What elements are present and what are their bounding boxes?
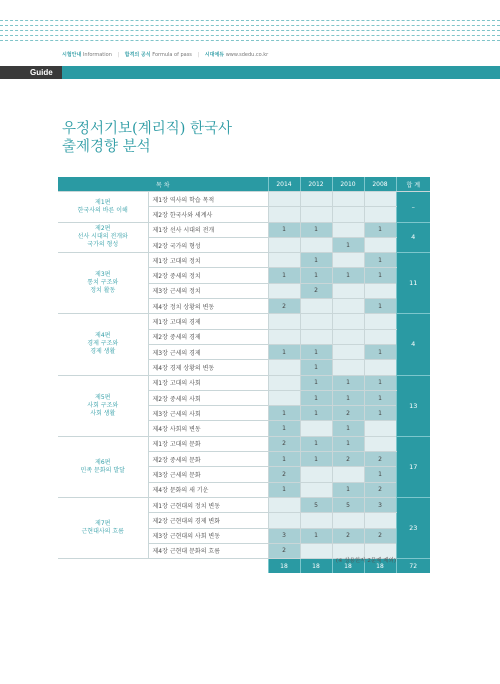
count-cell <box>268 360 300 375</box>
dotted-rule-2 <box>0 25 500 26</box>
chapter-title: 제4장 문화의 새 기운 <box>148 482 268 497</box>
part-label <box>58 192 148 223</box>
count-cell <box>332 283 364 298</box>
part-label <box>58 375 148 436</box>
part-description: 사회 구조와 <box>87 401 119 409</box>
count-cell <box>268 283 300 298</box>
part-total-cell: – <box>396 192 430 223</box>
sum-row-spacer <box>58 559 148 574</box>
chapter-title: 제2장 근현대의 경제 변화 <box>148 513 268 528</box>
count-cell: 1 <box>300 344 332 359</box>
count-cell: 1 <box>332 375 364 390</box>
count-cell: 1 <box>268 406 300 421</box>
page-title-line1: 우정서기보(계리직) 한국사 <box>62 121 232 137</box>
table-row <box>58 497 430 512</box>
count-cell: 2 <box>332 406 364 421</box>
count-cell: 1 <box>300 390 332 405</box>
sum-cell: 18 <box>364 559 396 574</box>
count-cell: 2 <box>332 452 364 467</box>
part-label <box>58 253 148 314</box>
count-cell <box>300 314 332 329</box>
col-header-2008: 2008 <box>364 177 396 192</box>
part-description: 경제 구조와 <box>87 340 119 348</box>
count-cell <box>364 329 396 344</box>
count-cell <box>268 207 300 222</box>
dotted-rule-1 <box>0 20 500 21</box>
count-cell: 1 <box>364 253 396 268</box>
count-cell <box>364 360 396 375</box>
count-cell <box>268 253 300 268</box>
sum-row-spacer <box>148 559 268 574</box>
part-label <box>58 436 148 497</box>
col-header-total: 합 계 <box>396 177 430 192</box>
count-cell: 1 <box>364 467 396 482</box>
count-cell: 1 <box>364 344 396 359</box>
chapter-title: 제3장 근세의 문화 <box>148 467 268 482</box>
part-description: 정치 활동 <box>90 287 116 295</box>
part-total-cell: 13 <box>396 375 430 436</box>
chapter-title: 제2장 중세의 사회 <box>148 390 268 405</box>
count-cell <box>364 314 396 329</box>
sum-cell: 18 <box>332 559 364 574</box>
count-cell <box>300 482 332 497</box>
chapter-title: 제1장 근현대의 정치 변동 <box>148 497 268 512</box>
count-cell: 2 <box>364 452 396 467</box>
section-bar <box>0 66 500 79</box>
chapter-title: 제1장 선사 시대의 전개 <box>148 222 268 237</box>
part-label <box>58 497 148 558</box>
part-description: 국가의 형성 <box>87 241 119 249</box>
count-cell: 1 <box>332 436 364 451</box>
col-header-contents: 목 차 <box>58 177 268 192</box>
part-description: 근현대사의 흐름 <box>81 528 124 536</box>
count-cell <box>364 237 396 252</box>
nav-sub-1: Information <box>82 52 112 58</box>
count-cell <box>268 192 300 207</box>
count-cell: 1 <box>268 482 300 497</box>
exam-trend-table <box>58 177 430 573</box>
count-cell: 1 <box>364 390 396 405</box>
nav-separator: | <box>197 52 200 58</box>
part-name: 제6편 <box>95 458 111 466</box>
chapter-title: 제2장 한국사와 세계사 <box>148 207 268 222</box>
chapter-title: 제1장 고대의 사회 <box>148 375 268 390</box>
count-cell <box>332 344 364 359</box>
count-cell <box>268 513 300 528</box>
count-cell <box>332 467 364 482</box>
part-description: 선사 시대의 전개와 <box>77 233 128 241</box>
count-cell: 1 <box>300 406 332 421</box>
count-cell: 2 <box>268 543 300 558</box>
count-cell: 5 <box>300 497 332 512</box>
part-description: 사회 생활 <box>90 409 116 417</box>
chapter-title: 제1장 고대의 문화 <box>148 436 268 451</box>
part-description: 한국사의 바른 이해 <box>77 206 128 214</box>
table-row <box>58 375 430 390</box>
chapter-title: 제1장 고대의 정치 <box>148 253 268 268</box>
count-cell: 1 <box>364 406 396 421</box>
count-cell <box>332 192 364 207</box>
count-cell <box>364 513 396 528</box>
count-cell <box>300 467 332 482</box>
chapter-title: 제4장 경제 상황의 변동 <box>148 360 268 375</box>
count-cell <box>332 222 364 237</box>
count-cell <box>364 436 396 451</box>
part-description: 민족 문화의 발달 <box>80 466 125 474</box>
chapter-title: 제4장 정치 상황의 변동 <box>148 299 268 314</box>
count-cell <box>364 283 396 298</box>
chapter-title: 제2장 중세의 경제 <box>148 329 268 344</box>
chapter-title: 제1장 고대의 경제 <box>148 314 268 329</box>
table-row <box>58 192 430 207</box>
count-cell: 1 <box>300 375 332 390</box>
count-cell <box>268 237 300 252</box>
part-total-cell: 11 <box>396 253 430 314</box>
dotted-rule-5 <box>0 40 500 41</box>
table-body <box>58 192 430 574</box>
nav-sub-2: Formula of pass <box>152 52 192 58</box>
count-cell <box>268 375 300 390</box>
count-cell: 1 <box>300 253 332 268</box>
chapter-title: 제3장 근세의 사회 <box>148 406 268 421</box>
nav-key-3[interactable]: 시대에듀 <box>204 52 225 58</box>
part-name: 제2편 <box>95 225 111 233</box>
count-cell <box>332 329 364 344</box>
page-title-line2: 출제경향 분석 <box>62 139 151 155</box>
dotted-rule-4 <box>0 35 500 36</box>
nav-separator: | <box>117 52 120 58</box>
table-row <box>58 314 430 329</box>
count-cell <box>300 207 332 222</box>
count-cell: 2 <box>364 482 396 497</box>
part-total-cell: 17 <box>396 436 430 497</box>
count-cell: 1 <box>332 268 364 283</box>
nav-key-1[interactable]: 시험안내 <box>62 52 82 58</box>
count-cell: 1 <box>268 452 300 467</box>
part-name: 제5편 <box>95 393 111 401</box>
count-cell: 1 <box>332 482 364 497</box>
chapter-title: 제4장 근현대 문화의 흐름 <box>148 543 268 558</box>
count-cell: 1 <box>268 268 300 283</box>
chapter-title: 제4장 사회의 변동 <box>148 421 268 436</box>
count-cell <box>268 497 300 512</box>
count-cell: 1 <box>268 344 300 359</box>
count-cell <box>364 421 396 436</box>
chapter-title: 제2장 중세의 정치 <box>148 268 268 283</box>
part-name: 제7편 <box>95 520 111 528</box>
dotted-rule-3 <box>0 30 500 31</box>
count-cell <box>268 390 300 405</box>
sum-cell: 72 <box>396 559 430 574</box>
chapter-title: 제2장 국가의 형성 <box>148 237 268 252</box>
count-cell: 2 <box>268 467 300 482</box>
col-header-2014: 2014 <box>268 177 300 192</box>
count-cell <box>300 299 332 314</box>
sum-cell: 18 <box>268 559 300 574</box>
nav-sub-3: www.sdedu.co.kr <box>225 52 269 58</box>
part-name: 제4편 <box>95 332 111 340</box>
footnote: (※ 상용한자 2문제 제외) <box>335 558 396 564</box>
part-total-cell: 4 <box>396 222 430 253</box>
count-cell: 2 <box>268 299 300 314</box>
count-cell <box>364 192 396 207</box>
count-cell <box>300 237 332 252</box>
col-header-2010: 2010 <box>332 177 364 192</box>
part-name: 제3편 <box>95 271 111 279</box>
chapter-title: 제3장 근세의 경제 <box>148 344 268 359</box>
count-cell: 2 <box>300 283 332 298</box>
count-cell: 1 <box>364 268 396 283</box>
count-cell: 1 <box>364 299 396 314</box>
count-cell: 1 <box>364 375 396 390</box>
count-cell <box>332 360 364 375</box>
count-cell: 1 <box>268 222 300 237</box>
part-label <box>58 222 148 253</box>
col-header-2012: 2012 <box>300 177 332 192</box>
count-cell <box>332 314 364 329</box>
table-row <box>58 253 430 268</box>
count-cell: 1 <box>332 390 364 405</box>
count-cell: 1 <box>300 528 332 543</box>
count-cell: 1 <box>300 268 332 283</box>
count-cell: 2 <box>364 528 396 543</box>
count-cell <box>268 329 300 344</box>
table-row <box>58 436 430 451</box>
count-cell: 2 <box>268 436 300 451</box>
part-total-cell: 4 <box>396 314 430 375</box>
count-cell: 1 <box>300 436 332 451</box>
count-cell: 1 <box>332 237 364 252</box>
part-name: 제1편 <box>95 198 111 206</box>
count-cell: 1 <box>364 222 396 237</box>
count-cell: 1 <box>300 360 332 375</box>
part-description: 경제 생활 <box>90 348 116 356</box>
count-cell <box>332 207 364 222</box>
count-cell: 2 <box>332 528 364 543</box>
count-cell: 1 <box>268 421 300 436</box>
part-description: 통치 구조와 <box>87 279 119 287</box>
count-cell: 5 <box>332 497 364 512</box>
table-row <box>58 222 430 237</box>
count-cell <box>332 299 364 314</box>
count-cell <box>300 192 332 207</box>
count-cell: 1 <box>332 421 364 436</box>
count-cell <box>332 253 364 268</box>
count-cell <box>364 207 396 222</box>
page-title <box>62 120 232 156</box>
nav-key-2[interactable]: 합격의 공식 <box>124 52 151 58</box>
chapter-title: 제2장 중세의 문화 <box>148 452 268 467</box>
chapter-title: 제3장 근현대의 사회 변동 <box>148 528 268 543</box>
count-cell <box>300 513 332 528</box>
count-cell: 3 <box>364 497 396 512</box>
header-nav <box>62 51 268 58</box>
count-cell: 1 <box>300 222 332 237</box>
count-cell <box>300 329 332 344</box>
chapter-title: 제3장 근세의 정치 <box>148 283 268 298</box>
part-label <box>58 314 148 375</box>
sum-cell: 18 <box>300 559 332 574</box>
chapter-title: 제1장 역사의 학습 목적 <box>148 192 268 207</box>
table-header-row <box>58 177 430 192</box>
count-cell <box>300 421 332 436</box>
count-cell <box>268 314 300 329</box>
count-cell <box>332 513 364 528</box>
count-cell: 3 <box>268 528 300 543</box>
count-cell: 1 <box>300 452 332 467</box>
section-tab: Guide <box>0 66 62 79</box>
part-total-cell: 23 <box>396 497 430 558</box>
